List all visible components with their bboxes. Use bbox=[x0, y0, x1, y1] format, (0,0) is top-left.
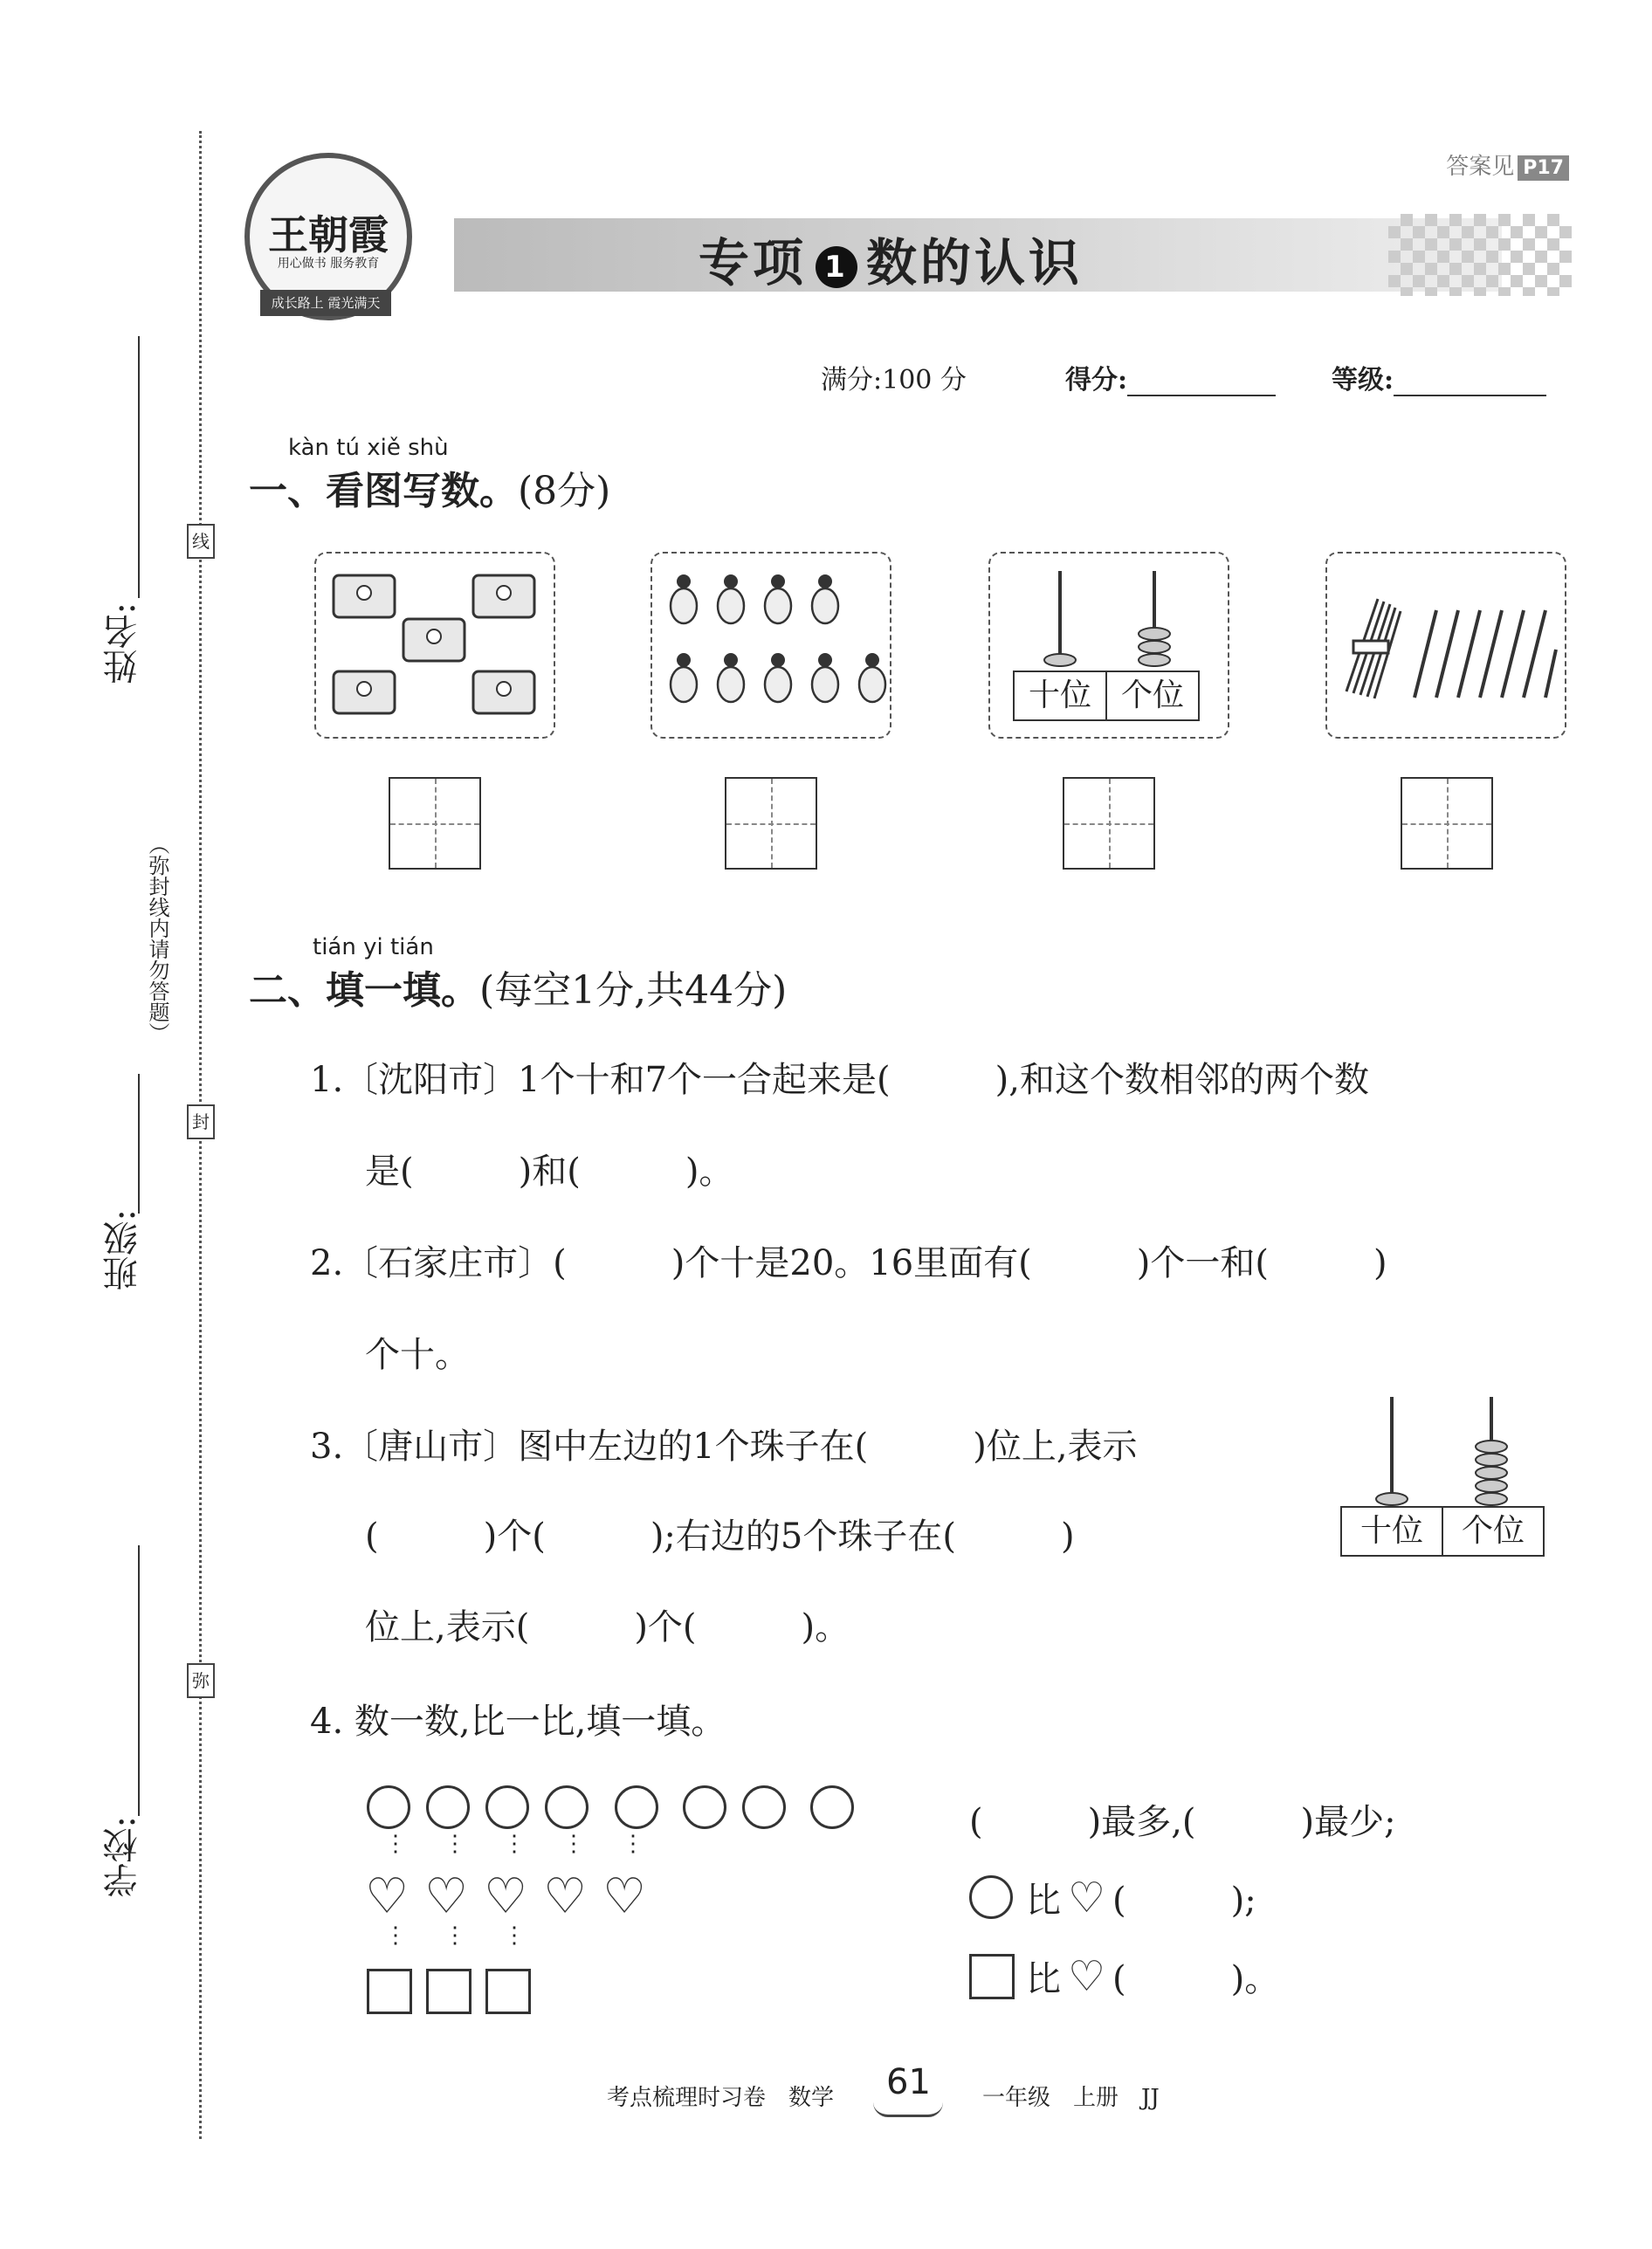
footer-right: 一年级 上册 JJ bbox=[982, 2085, 1160, 2111]
question-2-line-2: 个十。 bbox=[365, 1335, 470, 1375]
footer-left: 考点梳理时习卷 数学 bbox=[607, 2085, 835, 2111]
circle-shape bbox=[485, 1785, 529, 1829]
square-shape bbox=[426, 1969, 472, 2014]
binding-mark-feng: 封 bbox=[187, 1104, 215, 1139]
question-3-line-3: 位上,表示( )个( )。 bbox=[365, 1607, 850, 1647]
ones-place-label: 个位 bbox=[1120, 677, 1184, 713]
banner-checker-pattern bbox=[1388, 214, 1572, 296]
question-4-line-1: ( )最多,( )最少; bbox=[969, 1802, 1396, 1842]
grade-field[interactable]: 等级: bbox=[1332, 358, 1546, 396]
name-blank-line[interactable] bbox=[138, 336, 140, 598]
q3-tens-label: 十位 bbox=[1342, 1508, 1443, 1555]
heart-shape: ♡ bbox=[365, 1868, 410, 1925]
section2-title: 二、填一填。(每空1分,共44分) bbox=[249, 968, 788, 1013]
question-2-line-1: 2.〔石家庄市〕( )个十是20。16里面有( )个一和( ) bbox=[310, 1243, 1387, 1283]
question-3-place-table bbox=[1340, 1506, 1545, 1557]
dotted-connector: ⋮ bbox=[444, 1922, 466, 1949]
question-4-title: 4. 数一数,比一比,填一填。 bbox=[310, 1702, 726, 1742]
heart-shape: ♡ bbox=[602, 1868, 647, 1925]
sealing-note: （弥封线内请勿答题） bbox=[145, 834, 169, 1043]
full-score: 满分:100 分 bbox=[821, 365, 967, 395]
circle-shape bbox=[615, 1785, 658, 1829]
tens-place-label: 十位 bbox=[1015, 672, 1107, 719]
school-blank-line[interactable] bbox=[138, 1545, 140, 1816]
circle-shape bbox=[545, 1785, 589, 1829]
question-4-line-3: 比 ♡ ( )。 bbox=[1026, 1952, 1280, 2001]
square-shape bbox=[367, 1969, 412, 2014]
school-label: 学校: bbox=[103, 1816, 143, 1898]
question-1-line-2: 是( )和( )。 bbox=[365, 1152, 734, 1192]
score-field[interactable]: 得分: bbox=[1065, 358, 1276, 396]
binding-mark-xian: 线 bbox=[187, 524, 215, 559]
section2-pinyin: tián yi tián bbox=[313, 934, 434, 960]
question-4-line-2: 比 ♡ ( ); bbox=[1026, 1874, 1256, 1922]
counting-sticks bbox=[1327, 554, 1565, 737]
page-number: 61 bbox=[886, 2062, 931, 2102]
heart-shape: ♡ bbox=[543, 1868, 588, 1925]
square-shape bbox=[969, 1954, 1015, 1999]
bee-icons bbox=[652, 554, 890, 737]
picture-box-sticks bbox=[1325, 552, 1566, 739]
circle-shape bbox=[426, 1785, 470, 1829]
page-title: 专项 1 数的认识 bbox=[699, 233, 1084, 292]
heart-icon: ♡ bbox=[1068, 1952, 1106, 2001]
dotted-connector: ⋮ bbox=[503, 1922, 526, 1949]
answer-reference: 答案见 P17 bbox=[1446, 148, 1569, 181]
circle-shape bbox=[742, 1785, 786, 1829]
section1-pinyin: kàn tú xiě shù bbox=[288, 435, 449, 461]
abacus-place-table bbox=[1013, 671, 1200, 721]
dotted-connector: ⋮ bbox=[384, 1831, 407, 1857]
name-label: 姓名: bbox=[103, 602, 143, 684]
picture-box-bees bbox=[650, 552, 891, 739]
heart-shape: ♡ bbox=[424, 1868, 469, 1925]
picture-box-abacus bbox=[988, 552, 1229, 739]
dotted-connector: ⋮ bbox=[503, 1831, 526, 1857]
book-icon bbox=[873, 2102, 943, 2117]
answer-box-4[interactable] bbox=[1401, 777, 1493, 870]
picture-box-sharpeners bbox=[314, 552, 555, 739]
circle-shape bbox=[810, 1785, 854, 1829]
question-3-line-1: 3.〔唐山市〕图中左边的1个珠子在( )位上,表示 bbox=[310, 1427, 1138, 1467]
answer-box-3[interactable] bbox=[1063, 777, 1155, 870]
answer-box-2[interactable] bbox=[725, 777, 817, 870]
heart-shape: ♡ bbox=[484, 1868, 528, 1925]
answer-box-1[interactable] bbox=[389, 777, 481, 870]
dotted-connector: ⋮ bbox=[384, 1922, 407, 1949]
question-3-line-2: ( )个( );右边的5个珠子在( ) bbox=[365, 1517, 1075, 1557]
section1-title: 一、看图写数。(8分) bbox=[249, 469, 611, 513]
question-3-abacus bbox=[1336, 1393, 1545, 1506]
circle-shape bbox=[367, 1785, 410, 1829]
sharpener-icons bbox=[316, 554, 554, 737]
circle-shape bbox=[969, 1875, 1013, 1919]
square-shape bbox=[485, 1969, 531, 2014]
q3-ones-label: 个位 bbox=[1461, 1513, 1525, 1549]
dotted-connector: ⋮ bbox=[622, 1831, 644, 1857]
class-blank-line[interactable] bbox=[138, 1074, 140, 1214]
brand-logo: 王朝霞 用心做书 服务教育 bbox=[244, 153, 412, 320]
dotted-connector: ⋮ bbox=[562, 1831, 585, 1857]
logo-ribbon: 成长路上 霞光满天 bbox=[260, 290, 391, 316]
circle-shape bbox=[683, 1785, 726, 1829]
heart-icon: ♡ bbox=[1068, 1874, 1106, 1922]
class-label: 班级: bbox=[103, 1209, 143, 1291]
question-1-line-1: 1.〔沈阳市〕1个十和7个一合起来是( ),和这个数相邻的两个数 bbox=[310, 1060, 1369, 1100]
dotted-connector: ⋮ bbox=[444, 1831, 466, 1857]
binding-mark-mi: 弥 bbox=[187, 1663, 215, 1698]
